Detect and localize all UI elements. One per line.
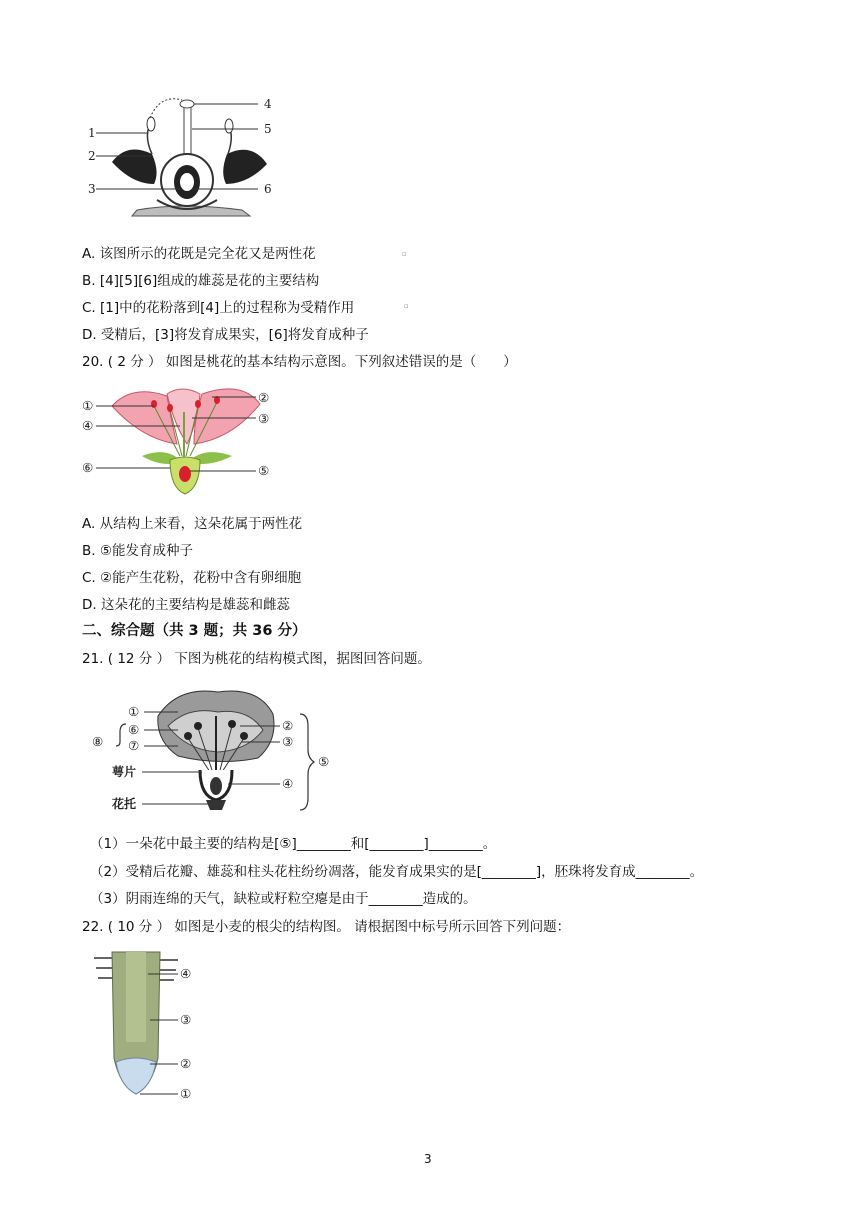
q20-option: C. ②能产生花粉，花粉中含有卵细胞 <box>82 570 302 586</box>
q21-label: ④ <box>282 776 294 791</box>
q21-label: 萼片 <box>112 765 137 779</box>
q21-label: ⑦ <box>128 738 140 753</box>
q22-stem: 22. ( 10 分 ） 如图是小麦的根尖的结构图。 请根据图中标号所示回答下列问题： <box>82 919 571 935</box>
q19-option: A. 该图所示的花既是完全花又是两性花 <box>82 246 316 262</box>
q19-label: 5 <box>264 122 272 136</box>
q19-label: 4 <box>264 97 272 111</box>
page-number: 3 <box>424 1152 432 1166</box>
q21-label: ⑥ <box>128 722 140 737</box>
q19-label: 2 <box>88 149 96 163</box>
q20-label: ⑥ <box>82 460 94 475</box>
q21-stem: 21. ( 12 分 ） 下图为桃花的结构模式图，据图回答问题。 <box>82 651 431 667</box>
q21-peach-flower-model <box>92 686 348 814</box>
q19-flower-diagram <box>82 92 282 220</box>
q20-label: ③ <box>258 411 270 426</box>
q21-sub: （2）受精后花瓣、雄蕊和柱头花柱纷纷凋落，能发育成果实的是[________]，胚珠将发育成________。 <box>90 864 704 880</box>
q21-label: ① <box>128 704 140 719</box>
q19-option: B. [4][5][6]组成的雄蕊是花的主要结构 <box>82 273 320 289</box>
q22-label: ③ <box>180 1012 192 1027</box>
q20-peach-flower-diagram <box>82 384 282 500</box>
q20-label: ⑤ <box>258 463 270 478</box>
q21-label: ③ <box>282 734 294 749</box>
q20-stem: 20. ( 2 分 ） 如图是桃花的基本结构示意图。下列叙述错误的是（ ） <box>82 354 517 370</box>
q19-label: 1 <box>88 126 96 140</box>
section-heading: 二、综合题（共 3 题；共 36 分） <box>82 623 307 639</box>
q19-option: D. 受精后，[3]将发育成果实，[6]将发育成种子 <box>82 327 369 343</box>
q22-label: ④ <box>180 966 192 981</box>
q19-label: 6 <box>264 182 272 196</box>
q21-label: 花托 <box>112 797 137 811</box>
q22-label: ② <box>180 1056 192 1071</box>
q21-sub: （1）一朵花中最主要的结构是[⑤]________和[________]________。 <box>90 836 497 852</box>
q19-option: C. [1]中的花粉落到[4]上的过程称为受精作用 <box>82 300 355 316</box>
q21-label: ② <box>282 718 294 733</box>
q22-root-tip-diagram <box>92 948 212 1104</box>
q20-label: ② <box>258 390 270 405</box>
q22-label: ① <box>180 1086 192 1101</box>
q21-label: ⑤ <box>318 754 330 769</box>
q20-option: B. ⑤能发育成种子 <box>82 543 193 559</box>
q20-option: A. 从结构上来看，这朵花属于两性花 <box>82 516 303 532</box>
q20-option: D. 这朵花的主要结构是雄蕊和雌蕊 <box>82 597 290 613</box>
q19-label: 3 <box>88 182 96 196</box>
q20-label: ④ <box>82 418 94 433</box>
q21-sub: （3）阴雨连绵的天气，缺粒或籽粒空瘪是由于________造成的。 <box>90 891 477 907</box>
q20-label: ① <box>82 398 94 413</box>
q21-label: ⑧ <box>92 734 104 749</box>
